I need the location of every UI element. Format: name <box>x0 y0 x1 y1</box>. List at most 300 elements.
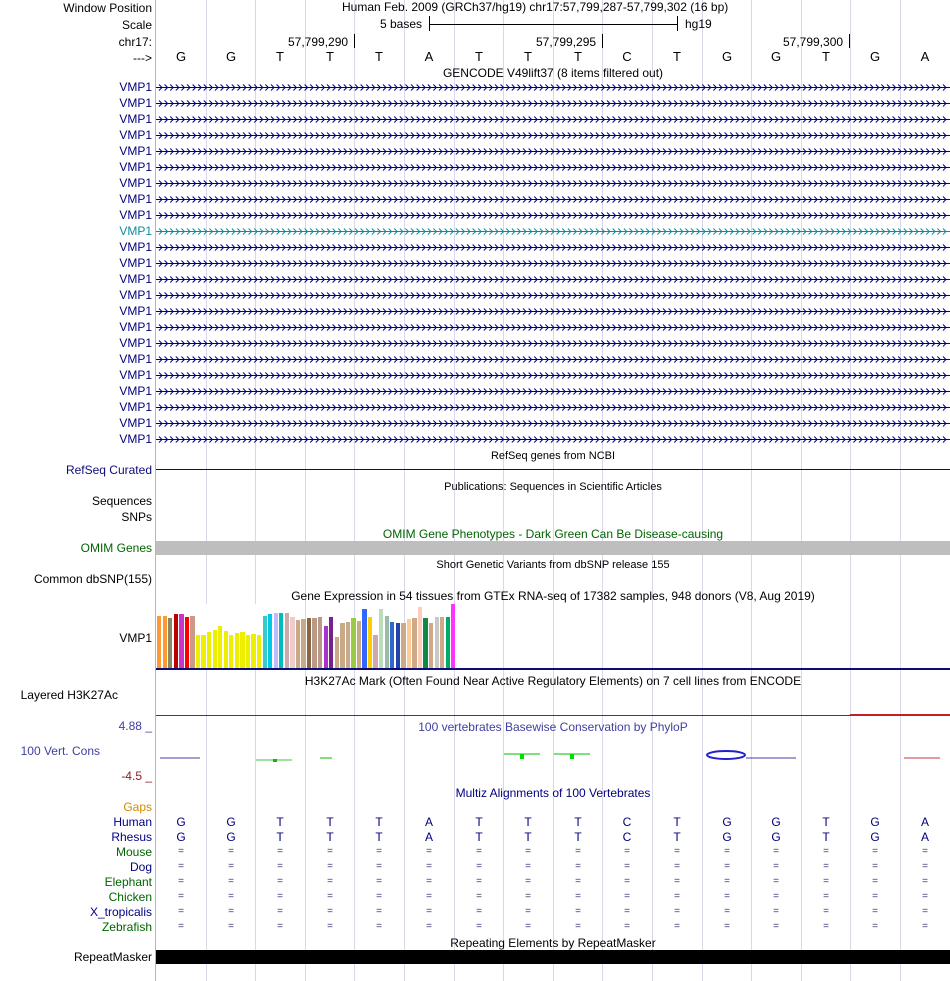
multiz-aligned-base: = <box>476 846 482 857</box>
multiz-aligned-base: = <box>178 906 184 917</box>
reference-base: G <box>869 49 881 64</box>
coord-tick-mark-1 <box>354 34 355 48</box>
gencode-gene-label[interactable]: VMP1 <box>119 352 152 366</box>
gencode-gene-label[interactable]: VMP1 <box>119 192 152 206</box>
gencode-gene-row[interactable] <box>156 163 950 172</box>
gencode-gene-label[interactable]: VMP1 <box>119 368 152 382</box>
gencode-gene-row[interactable] <box>156 355 950 364</box>
gtex-tissue-bar[interactable] <box>157 616 161 668</box>
gencode-gene-row[interactable] <box>156 403 950 412</box>
gtex-tissue-bar[interactable] <box>185 617 189 668</box>
gtex-tissue-bar[interactable] <box>174 614 178 668</box>
gencode-gene-label[interactable]: VMP1 <box>119 272 152 286</box>
phylop-bar-9 <box>707 751 745 759</box>
publications-sequences-label[interactable]: Sequences <box>91 494 152 508</box>
gtex-tissue-bar[interactable] <box>440 617 444 668</box>
gencode-gene-row[interactable] <box>156 195 950 204</box>
multiz-aligned-base: = <box>922 876 928 887</box>
gencode-gene-label[interactable]: VMP1 <box>119 432 152 446</box>
multiz-aligned-base: = <box>426 891 432 902</box>
multiz-aligned-base: = <box>872 921 878 932</box>
reference-base: T <box>276 49 284 64</box>
multiz-aligned-base: T <box>375 815 383 829</box>
gtex-tissue-bar[interactable] <box>351 618 355 668</box>
multiz-aligned-base: = <box>476 876 482 887</box>
gtex-tissue-bar[interactable] <box>235 633 239 668</box>
gencode-gene-label[interactable]: VMP1 <box>119 224 152 238</box>
gencode-gene-label[interactable]: VMP1 <box>119 416 152 430</box>
reference-base: T <box>326 49 334 64</box>
multiz-aligned-base: = <box>724 906 730 917</box>
multiz-aligned-base: = <box>376 906 382 917</box>
gtex-tissue-bar[interactable] <box>407 619 411 668</box>
multiz-aligned-base: = <box>228 906 234 917</box>
gtex-tissue-bar[interactable] <box>335 637 339 668</box>
multiz-aligned-base: = <box>823 906 829 917</box>
gtex-tissue-bar[interactable] <box>251 634 255 668</box>
multiz-aligned-base: = <box>376 846 382 857</box>
gencode-gene-row[interactable] <box>156 259 950 268</box>
gtex-tissue-bar[interactable] <box>418 607 422 668</box>
multiz-species-label[interactable]: Dog <box>129 860 152 874</box>
multiz-aligned-base: = <box>624 861 630 872</box>
multiz-gaps-label[interactable]: Gaps <box>123 800 152 814</box>
gtex-tissue-bar[interactable] <box>207 632 211 668</box>
multiz-aligned-base: = <box>823 921 829 932</box>
phylop-signal-svg <box>156 730 950 790</box>
multiz-aligned-base: = <box>922 891 928 902</box>
phylop-bar-8 <box>570 754 574 759</box>
multiz-species-label[interactable]: X_tropicalis <box>89 905 152 919</box>
gencode-gene-label[interactable]: VMP1 <box>119 208 152 222</box>
gencode-gene-label[interactable]: VMP1 <box>119 320 152 334</box>
multiz-aligned-base: = <box>228 921 234 932</box>
gencode-gene-label[interactable]: VMP1 <box>119 384 152 398</box>
reference-base: G <box>721 49 733 64</box>
multiz-aligned-base: = <box>872 846 878 857</box>
scale-bar-right-tick <box>677 16 678 31</box>
multiz-aligned-base: = <box>228 846 234 857</box>
gtex-tissue-bar[interactable] <box>279 613 283 668</box>
gencode-gene-row[interactable] <box>156 275 950 284</box>
multiz-aligned-base: = <box>575 876 581 887</box>
multiz-aligned-base: = <box>872 876 878 887</box>
gencode-gene-row[interactable] <box>156 307 950 316</box>
multiz-aligned-base: = <box>327 846 333 857</box>
multiz-aligned-base: = <box>624 846 630 857</box>
omim-feature-bar[interactable] <box>156 541 950 555</box>
dbsnp-track-label[interactable]: Common dbSNP(155) <box>33 572 152 586</box>
gtex-tissue-bar[interactable] <box>285 613 289 668</box>
multiz-species-label[interactable]: Human <box>113 815 152 829</box>
multiz-aligned-base: G <box>722 830 732 844</box>
reference-base: G <box>225 49 237 64</box>
multiz-aligned-base: = <box>823 846 829 857</box>
multiz-aligned-base: G <box>176 830 186 844</box>
multiz-aligned-base: = <box>426 906 432 917</box>
multiz-aligned-base: = <box>872 861 878 872</box>
multiz-aligned-base: = <box>773 846 779 857</box>
multiz-aligned-base: = <box>476 891 482 902</box>
multiz-aligned-base: = <box>823 861 829 872</box>
coord-tick-mark-3 <box>849 34 850 48</box>
multiz-aligned-base: = <box>327 861 333 872</box>
gencode-gene-label[interactable]: VMP1 <box>119 80 152 94</box>
gencode-gene-row[interactable] <box>156 211 950 220</box>
multiz-aligned-base: = <box>575 906 581 917</box>
gtex-tissue-bar[interactable] <box>224 631 228 668</box>
gtex-tissue-bar[interactable] <box>246 635 250 668</box>
multiz-aligned-base: = <box>724 876 730 887</box>
reference-base: T <box>822 49 830 64</box>
gtex-track-title: Gene Expression in 54 tissues from GTEx RNA-seq of 17382 samples, 948 donors (V8, Aug 2019) <box>291 589 815 603</box>
gencode-gene-label[interactable]: VMP1 <box>119 112 152 126</box>
multiz-aligned-base: = <box>724 921 730 932</box>
multiz-aligned-base: = <box>922 861 928 872</box>
gencode-gene-row[interactable] <box>156 83 950 92</box>
reference-base: A <box>920 49 930 64</box>
multiz-aligned-base: = <box>575 861 581 872</box>
multiz-aligned-base: G <box>176 815 186 829</box>
gtex-tissue-bar[interactable] <box>324 626 328 668</box>
multiz-aligned-base: = <box>724 891 730 902</box>
multiz-aligned-base: = <box>426 876 432 887</box>
reference-base: T <box>475 49 483 64</box>
gencode-gene-row[interactable] <box>156 243 950 252</box>
refseq-gene-line[interactable] <box>156 469 950 470</box>
multiz-aligned-base: T <box>673 815 681 829</box>
multiz-aligned-base: = <box>426 846 432 857</box>
multiz-aligned-base: T <box>524 815 532 829</box>
multiz-aligned-base: = <box>624 891 630 902</box>
gencode-gene-label[interactable]: VMP1 <box>119 128 152 142</box>
multiz-aligned-base: G <box>771 830 781 844</box>
gtex-tissue-bar[interactable] <box>274 613 278 668</box>
gencode-gene-label[interactable]: VMP1 <box>119 96 152 110</box>
gtex-tissue-bar[interactable] <box>390 622 394 668</box>
gtex-tissue-bar[interactable] <box>240 632 244 668</box>
multiz-species-label[interactable]: Zebrafish <box>101 920 152 934</box>
track-label-pane <box>0 0 155 981</box>
gtex-tissue-bar[interactable] <box>263 616 267 668</box>
multiz-aligned-base: = <box>277 906 283 917</box>
gtex-tissue-bar[interactable] <box>346 622 350 668</box>
scale-bar-line <box>429 24 677 25</box>
gtex-tissue-bar[interactable] <box>179 614 183 668</box>
multiz-aligned-base: G <box>226 815 236 829</box>
gencode-gene-label[interactable]: VMP1 <box>119 160 152 174</box>
coord-tick-mark-2 <box>602 34 603 48</box>
scale-assembly: hg19 <box>685 17 712 31</box>
multiz-aligned-base: = <box>327 876 333 887</box>
gencode-gene-row[interactable] <box>156 291 950 300</box>
phylop-min-label: -4.5 _ <box>121 769 152 783</box>
multiz-aligned-base: = <box>674 861 680 872</box>
gtex-tissue-bar[interactable] <box>168 618 172 668</box>
multiz-aligned-base: = <box>525 876 531 887</box>
multiz-aligned-base: = <box>228 861 234 872</box>
gtex-tissue-bar[interactable] <box>190 616 194 668</box>
multiz-aligned-base: = <box>178 861 184 872</box>
multiz-aligned-base: = <box>376 861 382 872</box>
multiz-aligned-base: = <box>327 891 333 902</box>
multiz-aligned-base: = <box>724 846 730 857</box>
reference-base: T <box>574 49 582 64</box>
multiz-aligned-base: = <box>773 891 779 902</box>
multiz-aligned-base: = <box>823 891 829 902</box>
gtex-tissue-bar[interactable] <box>268 614 272 668</box>
multiz-aligned-base: = <box>327 906 333 917</box>
refseq-track-title: RefSeq genes from NCBI <box>490 450 616 462</box>
multiz-aligned-base: = <box>773 906 779 917</box>
gencode-track-title: GENCODE V49lift37 (8 items filtered out) <box>442 66 664 80</box>
multiz-aligned-base: = <box>426 861 432 872</box>
phylop-track-label[interactable]: 100 Vert. Cons <box>20 744 100 758</box>
multiz-aligned-base: = <box>674 921 680 932</box>
multiz-aligned-base: T <box>276 815 284 829</box>
multiz-aligned-base: = <box>277 876 283 887</box>
gencode-gene-row[interactable] <box>156 339 950 348</box>
gencode-gene-label[interactable]: VMP1 <box>119 144 152 158</box>
multiz-aligned-base: T <box>673 830 681 844</box>
multiz-aligned-base: = <box>922 921 928 932</box>
window-position-value: Human Feb. 2009 (GRCh37/hg19) chr17:57,799,287-57,799,302 (16 bp) <box>342 0 729 14</box>
coord-tick-1: 57,799,290 <box>288 35 349 49</box>
multiz-aligned-base: = <box>575 921 581 932</box>
gtex-tissue-bar[interactable] <box>307 618 311 668</box>
gtex-tissue-bar[interactable] <box>218 626 222 668</box>
multiz-aligned-base: G <box>870 830 880 844</box>
multiz-aligned-base: = <box>674 891 680 902</box>
multiz-aligned-base: T <box>475 815 483 829</box>
gtex-tissue-bar[interactable] <box>357 621 361 668</box>
multiz-aligned-base: = <box>426 921 432 932</box>
multiz-aligned-base: = <box>724 861 730 872</box>
gtex-tissue-bar[interactable] <box>446 617 450 668</box>
gencode-gene-row[interactable] <box>156 227 950 236</box>
gtex-tissue-bar[interactable] <box>401 623 405 668</box>
multiz-aligned-base: T <box>475 830 483 844</box>
h3k27ac-signal-peak <box>850 714 950 716</box>
gtex-tissue-bar[interactable] <box>290 617 294 668</box>
multiz-aligned-base: = <box>277 891 283 902</box>
coord-tick-2: 57,799,295 <box>536 35 597 49</box>
gencode-gene-row[interactable] <box>156 147 950 156</box>
strand-label: ---> <box>133 51 152 65</box>
multiz-aligned-base: = <box>525 861 531 872</box>
coord-tick-3: 57,799,300 <box>783 35 844 49</box>
multiz-aligned-base: T <box>326 815 334 829</box>
gencode-gene-label[interactable]: VMP1 <box>119 304 152 318</box>
repeatmasker-track-title: Repeating Elements by RepeatMasker <box>450 936 656 950</box>
multiz-aligned-base: A <box>920 830 929 844</box>
multiz-aligned-base: = <box>327 921 333 932</box>
multiz-aligned-base: C <box>622 815 632 829</box>
multiz-aligned-base: = <box>922 846 928 857</box>
gtex-tissue-bar[interactable] <box>329 617 333 668</box>
multiz-aligned-base: = <box>476 861 482 872</box>
gencode-gene-label[interactable]: VMP1 <box>119 400 152 414</box>
gtex-tissue-bar[interactable] <box>296 620 300 668</box>
gtex-tissue-bar[interactable] <box>362 609 366 668</box>
multiz-aligned-base: A <box>920 815 929 829</box>
gencode-gene-label[interactable]: VMP1 <box>119 256 152 270</box>
multiz-aligned-base: = <box>575 846 581 857</box>
multiz-aligned-base: = <box>823 876 829 887</box>
gtex-tissue-bar[interactable] <box>201 635 205 668</box>
gtex-tissue-bar[interactable] <box>435 617 439 668</box>
multiz-aligned-base: = <box>922 906 928 917</box>
multiz-aligned-base: = <box>476 906 482 917</box>
h3k27ac-track-label[interactable]: Layered H3K27Ac <box>20 688 118 702</box>
multiz-aligned-base: T <box>326 830 334 844</box>
gtex-tissue-bar[interactable] <box>312 618 316 668</box>
multiz-species-label[interactable]: Rhesus <box>111 830 152 844</box>
phylop-bar-3 <box>273 759 277 762</box>
repeatmasker-track-label[interactable]: RepeatMasker <box>73 950 152 964</box>
multiz-species-label[interactable]: Mouse <box>115 845 152 859</box>
gtex-tissue-bar[interactable] <box>385 616 389 668</box>
phylop-max-label: 4.88 _ <box>118 719 152 733</box>
multiz-aligned-base: = <box>773 861 779 872</box>
chrom-label: chr17: <box>118 35 152 49</box>
gencode-gene-row[interactable] <box>156 371 950 380</box>
multiz-aligned-base: = <box>624 906 630 917</box>
reference-base: T <box>673 49 681 64</box>
gencode-gene-row[interactable] <box>156 435 950 444</box>
publications-track-title: Publications: Sequences in Scientific Articles <box>444 481 662 493</box>
gtex-tissue-bar[interactable] <box>412 618 416 668</box>
multiz-aligned-base: = <box>624 921 630 932</box>
multiz-aligned-base: = <box>178 846 184 857</box>
track-area[interactable] <box>156 0 950 981</box>
refseq-track-label[interactable]: RefSeq Curated <box>65 463 152 477</box>
gtex-tissue-bar[interactable] <box>373 635 377 668</box>
h3k27ac-track-title: H3K27Ac Mark (Often Found Near Active Regulatory Elements) on 7 cell lines from ENCODE <box>304 674 802 688</box>
reference-base: G <box>770 49 782 64</box>
multiz-aligned-base: = <box>674 906 680 917</box>
gencode-gene-label[interactable]: VMP1 <box>119 240 152 254</box>
gencode-gene-label[interactable]: VMP1 <box>119 176 152 190</box>
gencode-gene-label[interactable]: VMP1 <box>119 288 152 302</box>
gtex-tissue-bar[interactable] <box>229 635 233 668</box>
scale-bar-text: 5 bases <box>380 17 423 31</box>
multiz-aligned-base: = <box>376 876 382 887</box>
multiz-track-title: Multiz Alignments of 100 Vertebrates <box>455 786 651 800</box>
multiz-aligned-base: = <box>773 921 779 932</box>
scale-label: Scale <box>121 18 152 32</box>
multiz-aligned-base: T <box>822 815 830 829</box>
multiz-aligned-base: = <box>624 876 630 887</box>
multiz-aligned-base: T <box>276 830 284 844</box>
multiz-aligned-base: = <box>228 876 234 887</box>
gtex-tissue-bar[interactable] <box>213 630 217 668</box>
multiz-aligned-base: T <box>574 830 582 844</box>
gtex-tissue-bar[interactable] <box>451 604 455 668</box>
window-position-label: Window Position <box>63 1 152 15</box>
dbsnp-track-title: Short Genetic Variants from dbSNP release 155 <box>436 559 670 571</box>
gtex-tissue-bar[interactable] <box>429 623 433 668</box>
multiz-aligned-base: = <box>525 891 531 902</box>
gtex-tissue-bar[interactable] <box>318 617 322 668</box>
multiz-aligned-base: = <box>773 876 779 887</box>
h3k27ac-signal-baseline <box>156 715 950 716</box>
multiz-aligned-base: = <box>674 846 680 857</box>
multiz-aligned-base: = <box>575 891 581 902</box>
gencode-gene-label[interactable]: VMP1 <box>119 336 152 350</box>
multiz-aligned-base: = <box>178 921 184 932</box>
gtex-tissue-bar[interactable] <box>301 619 305 668</box>
gtex-track-label[interactable]: VMP1 <box>119 631 152 645</box>
multiz-aligned-base: = <box>525 846 531 857</box>
multiz-species-label[interactable]: Chicken <box>108 890 152 904</box>
multiz-aligned-base: = <box>376 921 382 932</box>
multiz-aligned-base: = <box>872 906 878 917</box>
multiz-aligned-base: = <box>674 876 680 887</box>
multiz-aligned-base: = <box>525 906 531 917</box>
multiz-aligned-base: = <box>872 891 878 902</box>
multiz-aligned-base: = <box>277 861 283 872</box>
multiz-aligned-base: G <box>226 830 236 844</box>
gtex-tissue-bar[interactable] <box>340 623 344 668</box>
multiz-aligned-base: = <box>376 891 382 902</box>
gencode-gene-row[interactable] <box>156 99 950 108</box>
multiz-species-label[interactable]: Elephant <box>104 875 152 889</box>
multiz-aligned-base: T <box>375 830 383 844</box>
multiz-aligned-base: = <box>228 891 234 902</box>
gtex-tissue-bar[interactable] <box>196 635 200 668</box>
reference-base: T <box>375 49 383 64</box>
multiz-aligned-base: = <box>277 846 283 857</box>
gtex-gene-line <box>156 668 950 670</box>
multiz-aligned-base: = <box>178 891 184 902</box>
publications-snps-label[interactable]: SNPs <box>121 510 152 524</box>
multiz-aligned-base: = <box>178 876 184 887</box>
gencode-gene-row[interactable] <box>156 419 950 428</box>
multiz-aligned-base: G <box>771 815 781 829</box>
gencode-gene-row[interactable] <box>156 115 950 124</box>
multiz-aligned-base: = <box>277 921 283 932</box>
phylop-bar-6 <box>520 754 524 759</box>
multiz-aligned-base: T <box>574 815 582 829</box>
reference-base: C <box>622 49 632 64</box>
multiz-aligned-base: G <box>870 815 880 829</box>
gtex-tissue-bar[interactable] <box>423 618 427 668</box>
gtex-tissue-bar[interactable] <box>257 635 261 668</box>
gtex-tissue-bar[interactable] <box>368 617 372 668</box>
omim-track-title: OMIM Gene Phenotypes - Dark Green Can Be Disease-causing <box>382 527 724 541</box>
gtex-tissue-bar[interactable] <box>379 609 383 668</box>
multiz-aligned-base: T <box>822 830 830 844</box>
multiz-aligned-base: = <box>476 921 482 932</box>
multiz-aligned-base: A <box>424 830 433 844</box>
omim-track-label[interactable]: OMIM Genes <box>80 541 152 555</box>
reference-base: G <box>175 49 187 64</box>
gencode-gene-row[interactable] <box>156 179 950 188</box>
multiz-aligned-base: T <box>524 830 532 844</box>
gencode-gene-row[interactable] <box>156 131 950 140</box>
gtex-tissue-bar[interactable] <box>396 623 400 668</box>
repeatmasker-feature-bar[interactable] <box>156 950 950 964</box>
gencode-gene-row[interactable] <box>156 323 950 332</box>
phylop-track-title: 100 vertebrates Basewise Conservation by PhyloP <box>418 720 688 734</box>
gencode-gene-row[interactable] <box>156 387 950 396</box>
multiz-aligned-base: A <box>424 815 433 829</box>
reference-base: A <box>424 49 434 64</box>
multiz-aligned-base: = <box>525 921 531 932</box>
gtex-tissue-bar[interactable] <box>163 616 167 668</box>
multiz-aligned-base: G <box>722 815 732 829</box>
